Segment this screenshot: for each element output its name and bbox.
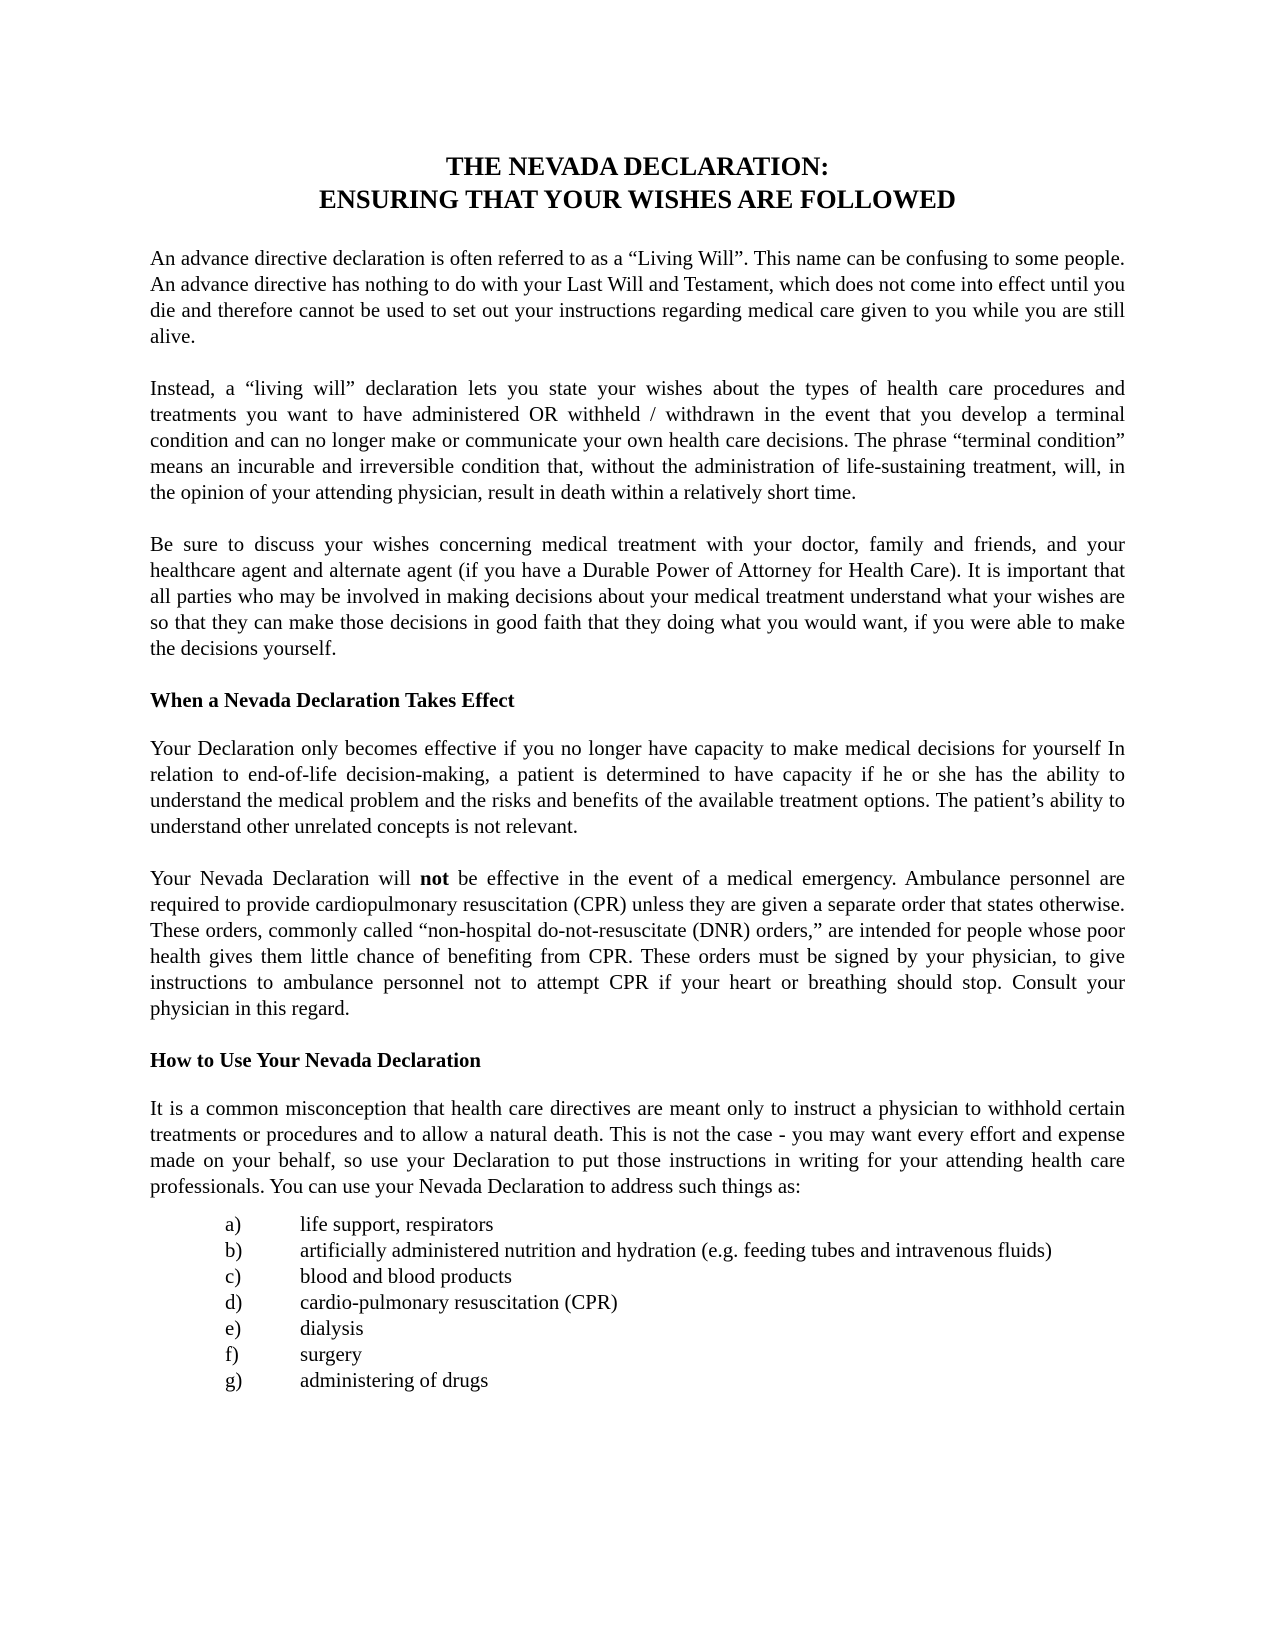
list-item [150,1316,1125,1342]
list-marker: b) [225,1239,243,1262]
list-marker: d) [225,1291,243,1314]
list-marker: a) [225,1213,242,1236]
list-marker: e) [225,1317,242,1340]
list-marker: g) [225,1369,243,1392]
list-item-text: blood and blood products [300,1265,512,1288]
list-item-text: cardio-pulmonary resuscitation (CPR) [300,1291,618,1314]
list-item [150,1342,1125,1368]
list-item [150,1212,1125,1238]
discuss-wishes-paragraph: Be sure to discuss your wishes concerning medical treatment with your doctor, family and friends, and your healthcare agent and alternate agent (if you have a Durable Power of Attorney for Health Care). It is important that all parties who may be involved in making decisions about your medical treatment understand what your wishes are so that they can make those decisions in good faith that they doing what you would want, if you were able to make the decisions yourself. [150,533,1125,660]
misconception-paragraph: It is a common misconception that health care directives are meant only to instruct a physician to withhold certain treatments or procedures and to allow a natural death. This is not the case - you may want every effort and expense made on your behalf, so use your Declaration to put those instructions in writing for your attending health care professionals. You can use your Nevada Declaration to address such things as: [150,1097,1125,1198]
title-line-2: ENSURING THAT YOUR WISHES ARE FOLLOWED [319,184,956,214]
list-item-text: artificially administered nutrition and hydration (e.g. feeding tubes and intravenous fluids) [300,1239,1052,1262]
list-item-text: life support, respirators [300,1213,494,1236]
list-item-text: administering of drugs [300,1369,489,1392]
list-item-text: surgery [300,1343,362,1366]
list-item [150,1238,1125,1264]
list-item [150,1264,1125,1290]
list-item-text: dialysis [300,1317,364,1340]
emergency-text-after: be effective in the event of a medical emergency. Ambulance personnel are required to provide cardiopulmonary resuscitation (CPR) unless they are given a separate order that states otherwise. These orders, commonly called “non-hospital do-not-resuscitate (DNR) orders,” are intended for people whose poor health gives them little chance of benefiting from CPR. These orders must be signed by your physician, to give instructions to ambulance personnel not to attempt CPR if your heart or breathing should stop. Consult your physician in this regard. [150,867,1125,1020]
list-item [150,1290,1125,1316]
document-title [150,150,1125,216]
living-will-paragraph: Instead, a “living will” declaration lets you state your wishes about the types of health care procedures and treatments you want to have administered OR withheld / withdrawn in the event that you develop a terminal condition and can no longer make or communicate your own health care decisions. The phrase “terminal condition” means an incurable and irreversible condition that, without the administration of life-sustaining treatment, will, in the opinion of your attending physician, result in death within a relatively short time. [150,377,1125,504]
emergency-paragraph [150,866,1125,1022]
emphasis-not: not [420,867,449,890]
capacity-paragraph: Your Declaration only becomes effective if you no longer have capacity to make medical decisions for yourself In relation to end-of-life decision-making, a patient is determined to have capacity if he or she has the ability to understand the medical problem and the risks and benefits of the available treatment options. The patient’s ability to understand other unrelated concepts is not relevant. [150,737,1125,838]
section-heading-how-to-use: How to Use Your Nevada Declaration [150,1049,481,1072]
intro-paragraph: An advance directive declaration is often referred to as a “Living Will”. This name can be confusing to some people. An advance directive has nothing to do with your Last Will and Testament, which does not come into effect until you die and therefore cannot be used to set out your instructions regarding medical care given to you while you are still alive. [150,247,1125,348]
section-heading-takes-effect: When a Nevada Declaration Takes Effect [150,689,515,712]
treatment-list [150,1212,1125,1394]
title-line-1: THE NEVADA DECLARATION: [445,151,830,181]
list-marker: f) [225,1343,239,1366]
emergency-text-before: Your Nevada Declaration will [150,867,421,890]
document-page [150,150,1125,1394]
list-item [150,1368,1125,1394]
list-marker: c) [225,1265,242,1288]
